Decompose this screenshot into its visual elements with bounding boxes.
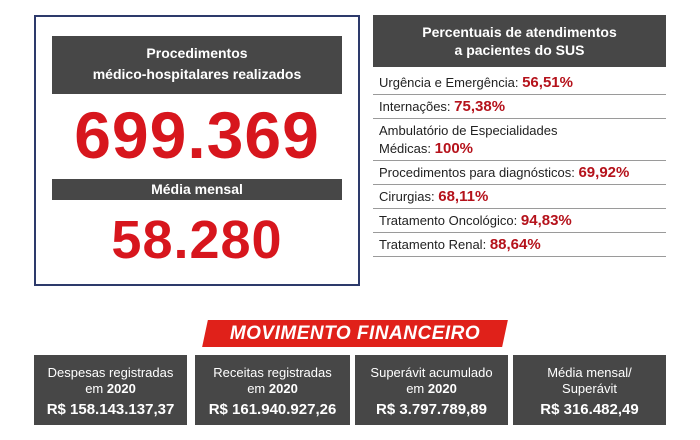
procedimentos-label-bar	[52, 36, 342, 94]
pct-value: 75,38%	[454, 98, 506, 115]
fin-box-value: R$ 161.940.927,26	[208, 401, 337, 418]
fin-box-label	[34, 355, 187, 400]
fin-label-line1: Despesas registradas	[47, 365, 174, 380]
fin-label-line1: Receitas registradas	[213, 365, 332, 380]
pct-item-ambulatorio	[373, 119, 666, 161]
fin-label-pre: em	[247, 381, 266, 396]
percentuais-header	[373, 15, 666, 67]
fin-box-label	[355, 355, 508, 400]
pct-value: 88,64%	[489, 236, 541, 253]
fin-box-media-superavit	[513, 355, 666, 425]
pct-value: 68,11%	[438, 188, 489, 205]
pct-label-line1: Ambulatório de Especialidades	[379, 123, 558, 138]
fin-box-value: R$ 3.797.789,89	[376, 401, 487, 418]
fin-box-value: R$ 158.143.137,37	[46, 401, 175, 418]
pct-item-cirurgias	[373, 185, 666, 209]
pct-label: Cirurgias:	[379, 189, 435, 204]
fin-label-year: 2020	[268, 381, 298, 396]
fin-box-label	[195, 355, 350, 400]
procedimentos-label-line1: Procedimentos	[146, 45, 248, 61]
fin-label-year: 2020	[427, 381, 457, 396]
pct-label: Urgência e Emergência:	[379, 75, 519, 90]
fin-label-year: 2020	[106, 381, 136, 396]
procedimentos-panel	[34, 15, 360, 286]
pct-value: 100%	[434, 140, 474, 157]
percentuais-title-line2: a pacientes do SUS	[454, 42, 585, 58]
fin-label-line1: Superávit acumulado	[370, 365, 493, 380]
pct-value: 56,51%	[522, 74, 573, 91]
fin-label-pre: em	[406, 381, 425, 396]
pct-value: 94,83%	[520, 212, 572, 229]
fin-box-receitas	[195, 355, 350, 425]
pct-item-urgencia	[373, 71, 666, 95]
fin-box-value: R$ 316.482,49	[540, 401, 639, 418]
fin-label-pre: em	[85, 381, 104, 396]
fin-box-despesas	[34, 355, 187, 425]
procedimentos-label-line2: médico-hospitalares realizados	[92, 66, 302, 82]
media-mensal-label: Média mensal	[52, 179, 342, 200]
pct-label: Tratamento Renal:	[379, 237, 487, 252]
pct-label: Médicas:	[379, 141, 432, 156]
pct-item-renal	[373, 233, 666, 257]
financeiro-title: MOVIMENTO FINANCEIRO	[229, 323, 481, 344]
pct-item-diagnosticos	[373, 161, 666, 185]
pct-value: 69,92%	[578, 164, 630, 181]
pct-item-oncologico	[373, 209, 666, 233]
percentuais-title-line1: Percentuais de atendimentos	[422, 24, 617, 40]
pct-label: Tratamento Oncológico:	[379, 213, 518, 228]
fin-box-superavit	[355, 355, 508, 425]
pct-label: Procedimentos para diagnósticos:	[379, 165, 575, 180]
pct-item-internacoes	[373, 95, 666, 119]
fin-label-line1: Média mensal/	[547, 365, 632, 380]
media-mensal-value: 58.280	[111, 210, 283, 270]
percentuais-list	[373, 71, 666, 257]
procedimentos-total: 699.369	[74, 98, 320, 172]
fin-box-label	[513, 355, 666, 400]
fin-label-line2: Superávit	[562, 381, 617, 396]
pct-label: Internações:	[379, 99, 451, 114]
